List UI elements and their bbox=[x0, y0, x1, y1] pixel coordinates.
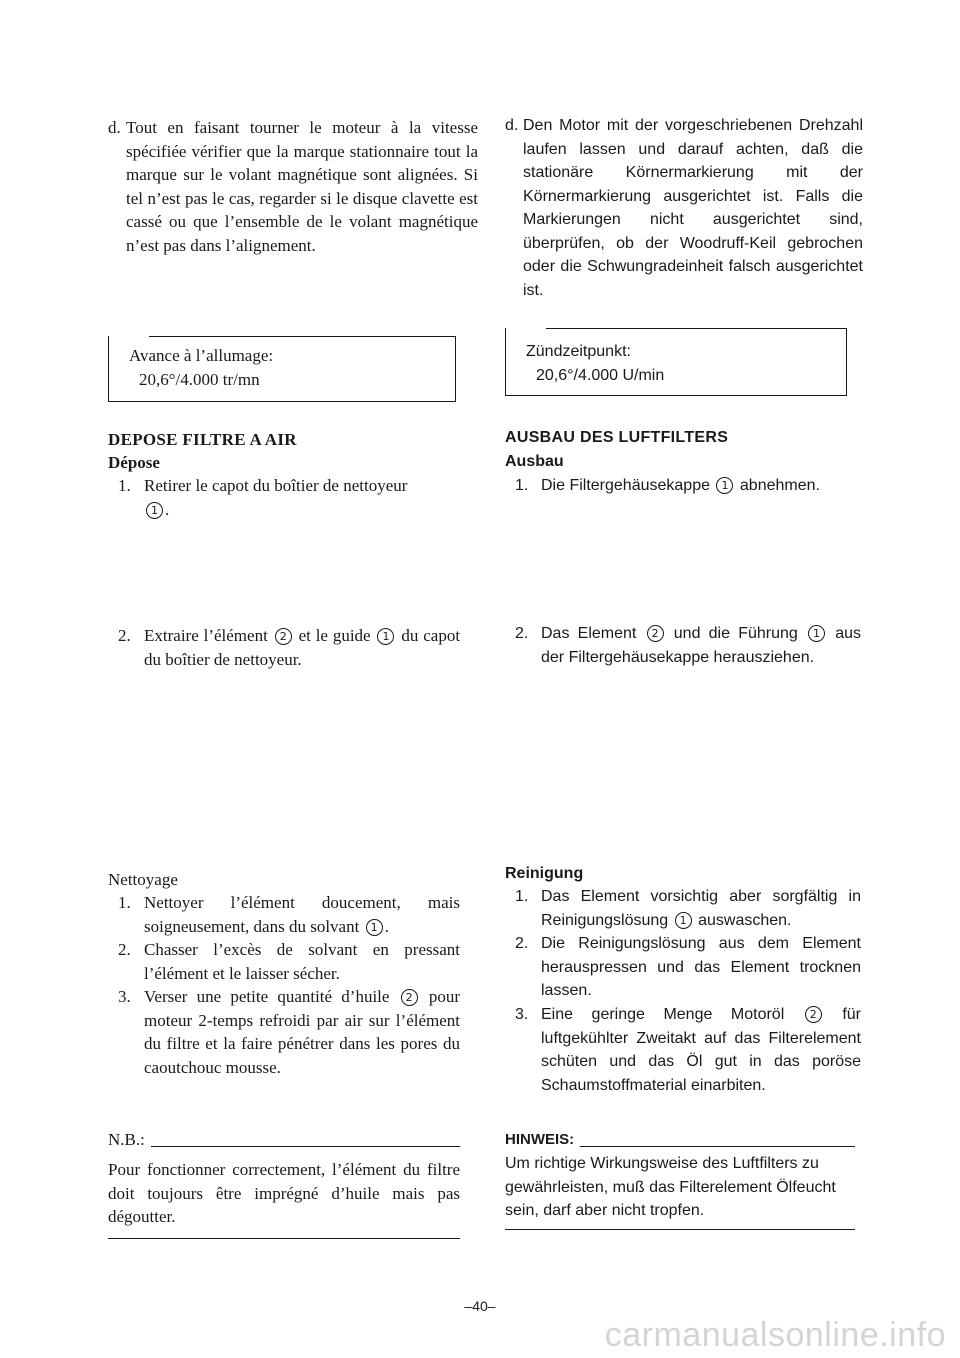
de-step-d-text: Den Motor mit der vorgeschriebenen Drehzahl laufen lassen und darauf achten, daß die stationäre Körnermarkierung mit der Körnermarkierung ausgerichtet ist. Falls die Markierungen nicht ausgerichtet sind, überprüfen, ob der Woodruff-Keil gebrochen oder die Schwungradeinheit falsch ausgerichtet ist. bbox=[523, 117, 863, 299]
fr-note-header bbox=[108, 1128, 460, 1152]
de-removal-step-1-end: abnehmen. bbox=[739, 477, 820, 494]
de-spec-box bbox=[505, 328, 847, 396]
de-step-d bbox=[505, 114, 863, 302]
fr-removal-step-2-num: 2. bbox=[118, 626, 131, 645]
fr-removal-step-2-text-c: du capot du boîtier de nettoyeur. bbox=[144, 626, 461, 669]
fr-cleaning-heading: Nettoyage bbox=[108, 870, 178, 889]
circled-number-icon: 1 bbox=[675, 912, 692, 929]
de-step-d-marker: d. bbox=[505, 117, 519, 134]
de-removal-step-2-text-c: aus der Filtergehäusekappe herausziehen. bbox=[541, 625, 862, 666]
de-cleaning-step-2-text: Die Reinigungslösung aus dem Element herauspressen und das Element trocknen lassen. bbox=[541, 935, 861, 999]
circled-number-icon: 2 bbox=[401, 989, 418, 1006]
fr-step-d-marker: d. bbox=[108, 118, 121, 137]
de-removal-heading: Ausbau bbox=[505, 453, 564, 470]
fr-note-title: N.B.: bbox=[108, 1130, 145, 1149]
fr-cleaning-step-1 bbox=[108, 891, 460, 938]
fr-note-text: Pour fonctionner correctement, l’élément du filtre doit toujours être imprégné d’huile mais pas dégoutter. bbox=[108, 1160, 460, 1226]
fr-step-d bbox=[108, 116, 478, 257]
fr-cleaning-step-2-num: 2. bbox=[118, 940, 131, 959]
de-cleaning-step-1-end: auswaschen. bbox=[698, 911, 792, 929]
note-divider bbox=[151, 1146, 460, 1147]
de-removal-step-1-text: Die Filtergehäusekappe bbox=[541, 477, 710, 494]
circled-number-icon: 2 bbox=[275, 628, 292, 645]
circled-number-icon: 1 bbox=[808, 625, 825, 642]
fr-spec-value: 20,6°/4.000 tr/mn bbox=[139, 369, 260, 389]
fr-removal-step-1-end: . bbox=[165, 499, 170, 519]
fr-removal-step-2-text-b: et le guide bbox=[298, 626, 371, 645]
de-spec-value: 20,6°/4.000 U/min bbox=[536, 366, 665, 384]
de-removal-step-2-text-b: und die Führung bbox=[673, 625, 798, 642]
de-removal-step-2-text-a: Das Element bbox=[541, 625, 637, 642]
fr-removal-step-1-text: Retirer le capot du boîtier de nettoyeur bbox=[144, 476, 408, 495]
de-cleaning-step-1-num: 1. bbox=[515, 888, 529, 905]
de-cleaning-step-2-num: 2. bbox=[515, 935, 529, 952]
de-note-title: HINWEIS: bbox=[505, 1131, 575, 1148]
note-divider bbox=[580, 1146, 855, 1147]
fr-cleaning-step-2 bbox=[108, 938, 460, 985]
fr-cleaning-step-1-num: 1. bbox=[118, 893, 131, 912]
fr-spec-box bbox=[108, 336, 456, 402]
note-bottom-rule bbox=[505, 1229, 855, 1230]
de-cleaning-step-3-text-a: Eine geringe Menge Motoröl bbox=[541, 1006, 785, 1023]
fr-cleaning-step-3-text-b: pour moteur 2-temps refroidi par air sur l’élément du filtre et la faire pénétrer dans les pores du caoutchouc mousse. bbox=[144, 987, 461, 1077]
de-cleaning-step-2 bbox=[505, 932, 861, 1003]
circled-number-icon: 1 bbox=[716, 477, 733, 494]
de-removal-step-2 bbox=[505, 622, 861, 669]
fr-cleaning-step-3-num: 3. bbox=[118, 987, 131, 1006]
de-removal-step-1 bbox=[505, 474, 861, 498]
fr-cleaning-step-1-text: Nettoyer l’élément doucement, mais soigneusement, dans du solvant bbox=[144, 893, 460, 936]
de-note-text: Um richtige Wirkungsweise des Luftfilters zu gewährleisten, muß das Filterelement Ölfeucht sein, darf aber nicht tropfen. bbox=[505, 1155, 836, 1219]
de-removal-step-2-num: 2. bbox=[515, 625, 529, 642]
de-section-heading: AUSBAU DES LUFTFILTERS bbox=[505, 429, 729, 446]
fr-cleaning-step-3-text-a: Verser une petite quantité d’huile bbox=[144, 987, 390, 1006]
fr-cleaning-step-1-end: . bbox=[384, 916, 389, 936]
fr-cleaning-step-3 bbox=[108, 985, 460, 1079]
page-number: –40– bbox=[464, 1298, 496, 1314]
watermark: carmanualsonline.info bbox=[604, 1316, 946, 1354]
circled-number-icon: 1 bbox=[366, 919, 383, 936]
fr-removal-step-2 bbox=[108, 624, 460, 671]
de-cleaning-step-1-text: Das Element vorsichtig aber sorgfältig in Reinigungslösung bbox=[541, 888, 861, 929]
fr-removal-heading: Dépose bbox=[108, 453, 160, 472]
circled-number-icon: 1 bbox=[146, 502, 163, 519]
note-bottom-rule bbox=[108, 1238, 460, 1239]
fr-step-d-text: Tout en faisant tourner le moteur à la vitesse spécifiée vérifier que la marque stationnaire tout la marque sur le volant magnétique sont alignées. Si tel n’est pas le cas, regarder si le disque clavette est cassé ou que l’ensemble de le volant magnétique n’est pas dans l’alignement. bbox=[126, 118, 478, 255]
fr-removal-step-2-text-a: Extraire l’élément bbox=[144, 626, 268, 645]
circled-number-icon: 2 bbox=[805, 1006, 822, 1023]
circled-number-icon: 1 bbox=[377, 628, 394, 645]
de-removal-step-1-num: 1. bbox=[515, 477, 529, 494]
de-cleaning-step-1 bbox=[505, 885, 861, 932]
de-cleaning-step-3-text-b: für luftgekühlter Zweitakt auf das Filterelement schüten und das Öl gut in das poröse Schaumstoffmaterial einarbiten. bbox=[541, 1006, 861, 1094]
de-cleaning-heading: Reinigung bbox=[505, 865, 584, 882]
de-spec-label: Zündzeitpunkt: bbox=[526, 343, 631, 360]
fr-section-heading: DEPOSE FILTRE A AIR bbox=[108, 430, 297, 449]
de-note-header bbox=[505, 1128, 855, 1152]
de-cleaning-step-3-num: 3. bbox=[515, 1006, 529, 1023]
fr-cleaning-step-2-text: Chasser l’excès de solvant en pressant l’élément et le laisser sécher. bbox=[144, 940, 460, 983]
fr-removal-step-1 bbox=[108, 474, 460, 521]
fr-removal-step-1-num: 1. bbox=[118, 476, 131, 495]
fr-spec-label: Avance à l’allumage: bbox=[129, 346, 274, 365]
circled-number-icon: 2 bbox=[647, 625, 664, 642]
de-cleaning-step-3 bbox=[505, 1003, 861, 1097]
